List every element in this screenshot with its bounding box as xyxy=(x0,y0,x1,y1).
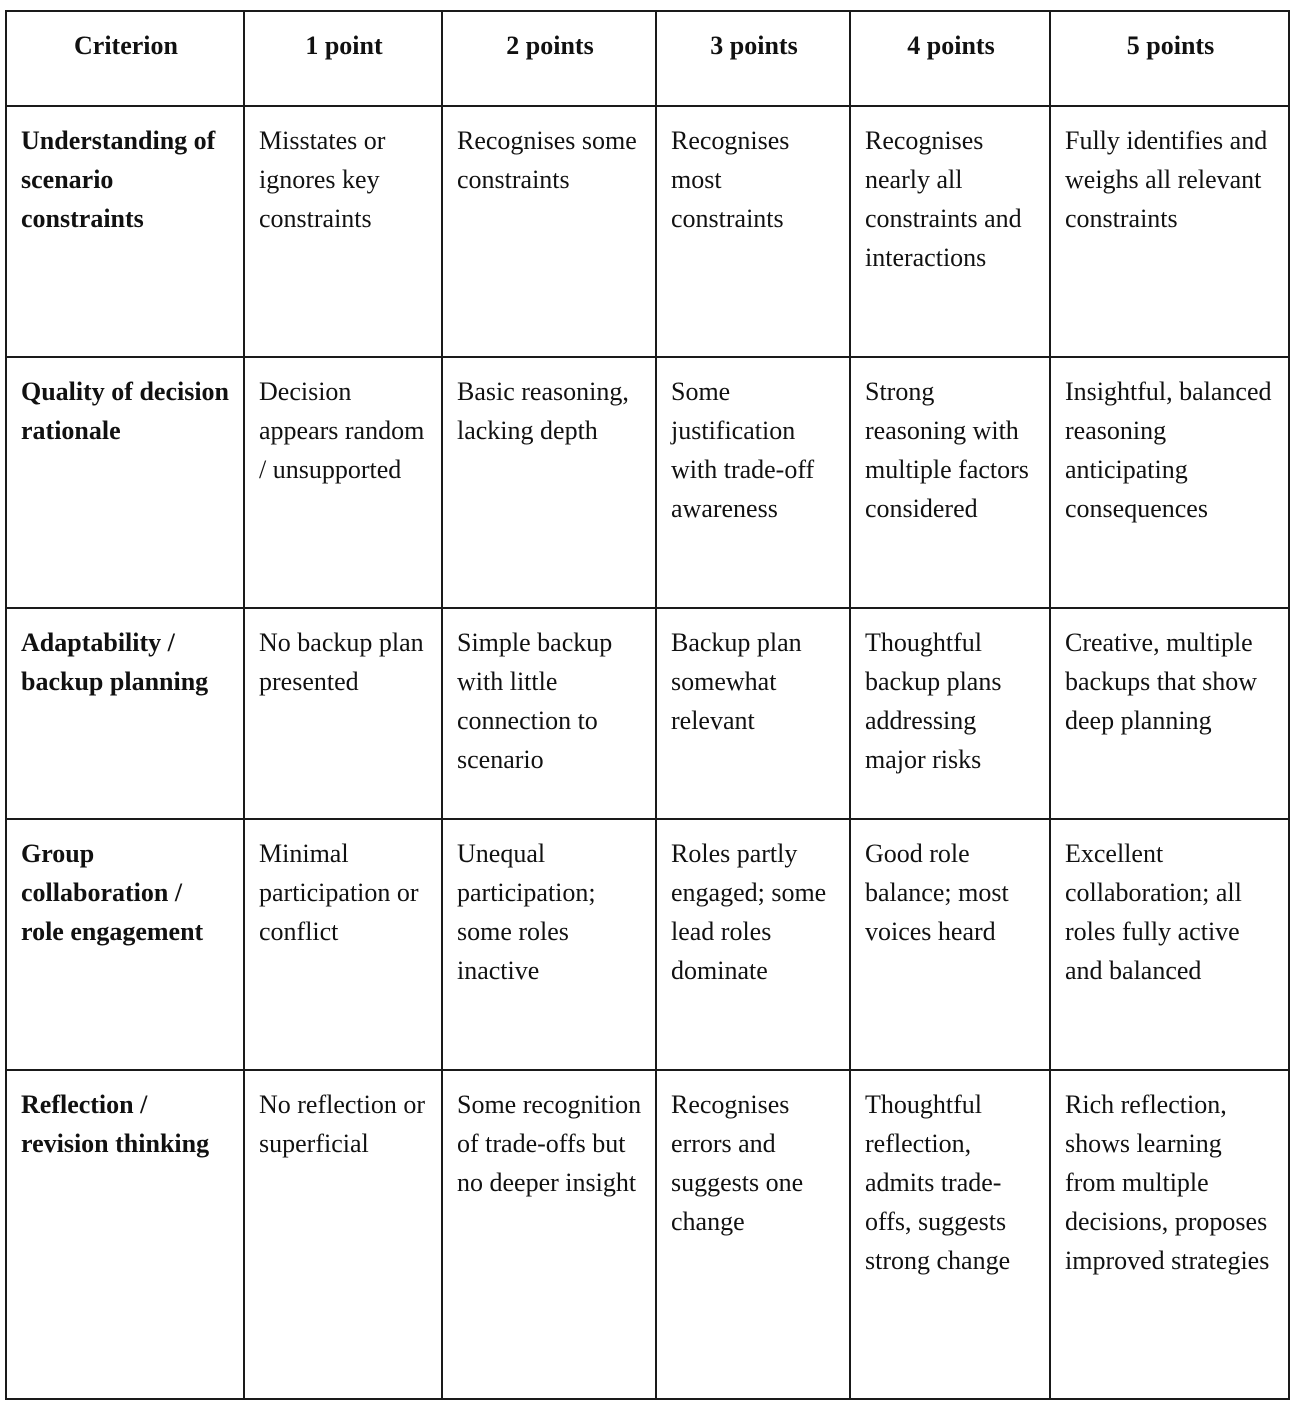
score-cell-3: Recognises most constraints xyxy=(656,106,850,357)
header-4-points: 4 points xyxy=(850,11,1050,106)
rubric-table xyxy=(5,10,1290,1400)
table-row xyxy=(6,608,1289,819)
score-cell-4: Recognises nearly all constraints and interactions xyxy=(850,106,1050,357)
score-cell-1: Minimal participation or conflict xyxy=(244,819,442,1070)
criterion-cell: Reflection / revision thinking xyxy=(6,1070,244,1399)
criterion-cell: Understanding of scenario constraints xyxy=(6,106,244,357)
score-cell-2: Basic reasoning, lacking depth xyxy=(442,357,656,608)
score-cell-4: Thoughtful backup plans addressing major risks xyxy=(850,608,1050,819)
score-cell-2: Some recognition of trade-offs but no deeper insight xyxy=(442,1070,656,1399)
score-cell-3: Roles partly engaged; some lead roles dominate xyxy=(656,819,850,1070)
score-cell-1: No backup plan presented xyxy=(244,608,442,819)
score-cell-1: Misstates or ignores key constraints xyxy=(244,106,442,357)
table-row xyxy=(6,819,1289,1070)
score-cell-2: Simple backup with little connection to scenario xyxy=(442,608,656,819)
score-cell-2: Recognises some constraints xyxy=(442,106,656,357)
score-cell-2: Unequal participation; some roles inactive xyxy=(442,819,656,1070)
header-row xyxy=(6,11,1289,106)
header-1-point: 1 point xyxy=(244,11,442,106)
table-row xyxy=(6,1070,1289,1399)
header-5-points: 5 points xyxy=(1050,11,1289,106)
score-cell-1: Decision appears random / unsupported xyxy=(244,357,442,608)
score-cell-5: Fully identifies and weighs all relevant constraints xyxy=(1050,106,1289,357)
header-criterion: Criterion xyxy=(6,11,244,106)
score-cell-5: Creative, multiple backups that show deep planning xyxy=(1050,608,1289,819)
score-cell-5: Rich reflection, shows learning from multiple decisions, proposes improved strategies xyxy=(1050,1070,1289,1399)
criterion-cell: Quality of decision rationale xyxy=(6,357,244,608)
header-2-points: 2 points xyxy=(442,11,656,106)
score-cell-5: Insightful, balanced reasoning anticipating consequences xyxy=(1050,357,1289,608)
score-cell-1: No reflection or superficial xyxy=(244,1070,442,1399)
header-3-points: 3 points xyxy=(656,11,850,106)
criterion-cell: Adaptability / backup planning xyxy=(6,608,244,819)
score-cell-3: Recognises errors and suggests one change xyxy=(656,1070,850,1399)
table-row xyxy=(6,357,1289,608)
score-cell-3: Some justification with trade-off awareness xyxy=(656,357,850,608)
table-row xyxy=(6,106,1289,357)
score-cell-3: Backup plan somewhat relevant xyxy=(656,608,850,819)
score-cell-4: Strong reasoning with multiple factors considered xyxy=(850,357,1050,608)
score-cell-4: Thoughtful reflection, admits trade-offs, suggests strong change xyxy=(850,1070,1050,1399)
score-cell-4: Good role balance; most voices heard xyxy=(850,819,1050,1070)
score-cell-5: Excellent collaboration; all roles fully active and balanced xyxy=(1050,819,1289,1070)
criterion-cell: Group collaboration / role engagement xyxy=(6,819,244,1070)
